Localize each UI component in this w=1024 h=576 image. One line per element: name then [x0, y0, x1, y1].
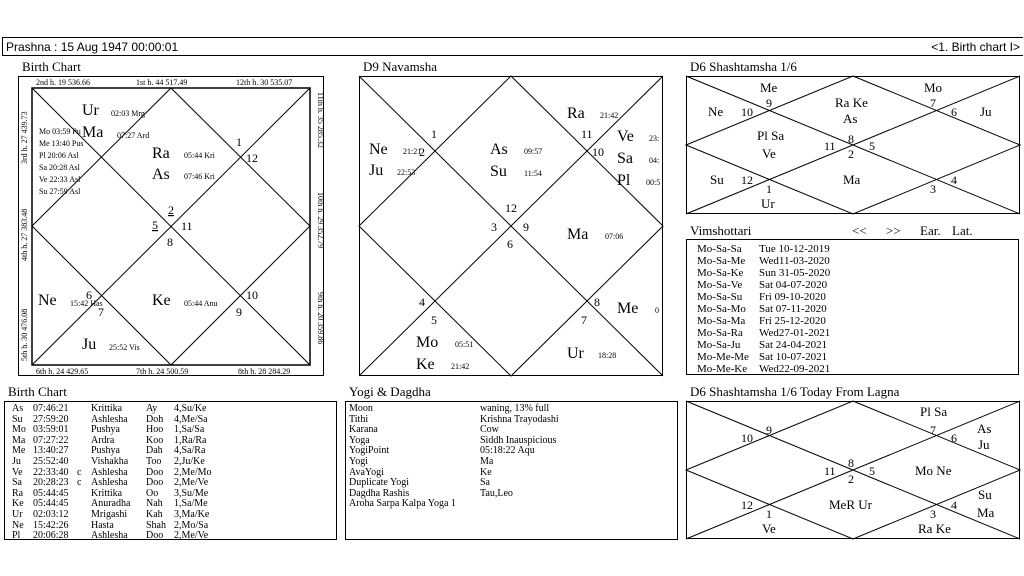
dasha-period: Mo-Sa-Su: [697, 291, 743, 303]
birth-chart-table[interactable]: [4, 401, 337, 540]
combust-cell: c: [77, 477, 82, 489]
d9-me-deg: 0: [655, 306, 659, 315]
degree-cell: 07:46:21: [33, 403, 69, 414]
combust-cell: [77, 425, 91, 436]
d6-su: Su: [710, 172, 724, 187]
syllable-cell: Koo: [146, 434, 164, 446]
degree-cell: 20:28:23: [33, 477, 69, 489]
planet-as: As: [152, 166, 170, 183]
yogi-key: Tithi: [349, 413, 369, 425]
d9-sign-7: 7: [581, 313, 587, 327]
edge-bottom-3: 8th h. 28 284.29: [238, 367, 291, 376]
edge-top-2: 1st h. 44 517.49: [136, 78, 188, 87]
d9-sign-8: 8: [594, 295, 600, 309]
d6-as: As: [843, 111, 858, 126]
nakshatra-cell: Krittika: [91, 487, 123, 499]
d6-sign-6: 6: [951, 105, 957, 119]
dasha-period: Mo-Me-Ke: [697, 363, 748, 375]
degree-cell: 13:40:27: [33, 445, 69, 457]
table-row: [349, 499, 677, 510]
combust-cell: [77, 521, 91, 532]
nakshatra-cell: Hasta: [91, 519, 114, 531]
planet-ne-deg: 15:42 Has: [70, 299, 103, 308]
pada-cell: 2,Me/Ve: [174, 530, 209, 542]
d6-ur: Ur: [761, 196, 775, 211]
d6t-rake: Ra Ke: [918, 521, 951, 536]
dasha-date: Fri 09-10-2020: [759, 291, 826, 303]
syllable-cell: Shah: [146, 519, 166, 531]
pada-cell: 4,Me/Sa: [174, 413, 208, 425]
d6-sign-3: 3: [930, 182, 936, 196]
planet-ju: Ju: [82, 336, 97, 353]
edge-left-3: 5th h. 30 476.08: [20, 308, 29, 361]
planet-cell: Me: [12, 445, 26, 457]
yogi-value: Ke: [480, 466, 492, 478]
planet-cell: Ne: [12, 519, 24, 531]
d6t-plsa: Pl Sa: [920, 404, 948, 419]
cluster-pl: Pl 20:06 Asl: [39, 151, 79, 160]
nakshatra-cell: Ashlesha: [91, 466, 128, 478]
d6t-sign-4: 4: [951, 498, 957, 512]
yogi-value: Ma: [480, 455, 494, 467]
yogi-key: Aroha Sarpa Kalpa Yoga 1: [349, 498, 456, 510]
dasha-date: Fri 25-12-2020: [759, 315, 826, 327]
vims-next-button[interactable]: >>: [886, 223, 901, 238]
pada-cell: 4,Su/Ke: [174, 403, 207, 414]
yogi-key: Yogi: [349, 455, 368, 467]
combust-cell: [77, 415, 91, 426]
d6-me: Me: [760, 80, 778, 95]
d6-sign-10: 10: [741, 105, 753, 119]
pada-cell: 2,Me/Mo: [174, 466, 212, 478]
d9-sign-3: 3: [491, 220, 497, 234]
pada-cell: 3,Ma/Ke: [174, 508, 210, 520]
list-item[interactable]: [697, 339, 1018, 351]
nakshatra-cell: Ardra: [91, 434, 115, 446]
d9-ra-deg: 21:42: [600, 111, 619, 120]
table-row[interactable]: [12, 457, 336, 468]
d6-ne: Ne: [708, 104, 724, 119]
dasha-period: Mo-Me-Me: [697, 351, 749, 363]
d9-ra: Ra: [567, 105, 585, 122]
yogi-dagdha-table[interactable]: [345, 401, 678, 540]
syllable-cell: Doo: [146, 530, 164, 542]
d9-su: Su: [490, 163, 507, 180]
list-item[interactable]: [697, 279, 1018, 291]
d6-mo: Mo: [924, 80, 943, 95]
d6-today-title: D6 Shashtamsha 1/6 Today From Lagna: [690, 384, 900, 399]
yogi-value: Sa: [480, 477, 490, 489]
sign-2: 2: [168, 203, 174, 217]
d6t-ma: Ma: [977, 505, 995, 520]
dasha-date: Tue 10-12-2019: [759, 243, 830, 255]
d9-sign-1: 1: [431, 127, 437, 141]
sign-6: 6: [86, 288, 92, 302]
d6t-sign-7: 7: [930, 423, 936, 437]
sign-11: 11: [181, 219, 193, 233]
dasha-period: Mo-Sa-Ju: [697, 339, 741, 351]
yogi-value: Tau,Leo: [480, 487, 513, 499]
planet-ur: Ur: [82, 102, 99, 119]
syllable-cell: Dah: [146, 445, 163, 457]
yogi-value: Krishna Trayodashi: [480, 413, 559, 425]
d6-sign-11: 11: [824, 139, 836, 153]
cluster-sa: Sa 20:28 Asl: [39, 163, 80, 172]
degree-cell: 05:44:45: [33, 487, 69, 499]
d6-sign-2: 2: [848, 147, 854, 161]
combust-cell: c: [77, 466, 82, 478]
syllable-cell: Kah: [146, 508, 163, 520]
pada-cell: 2,Me/Ve: [174, 477, 209, 489]
planet-ju-deg: 25:52 Vis: [109, 343, 140, 352]
nakshatra-cell: Pushya: [91, 424, 120, 436]
degree-cell: 22:33:40: [33, 466, 69, 478]
d6t-sign-2: 2: [848, 472, 854, 486]
pada-cell: 2,Mo/Sa: [174, 519, 209, 531]
dasha-date: Sat 24-04-2021: [759, 339, 828, 351]
syllable-cell: Ay: [146, 403, 158, 414]
d6-sign-12: 12: [741, 173, 753, 187]
d6t-sign-11: 11: [824, 464, 836, 478]
vims-prev-button[interactable]: <<: [852, 223, 867, 238]
d9-sign-12: 12: [505, 201, 517, 215]
dasha-date: Sat 07-11-2020: [759, 303, 827, 315]
table-row: [349, 404, 677, 415]
degree-cell: 27:59:20: [33, 413, 69, 425]
d6t-as: As: [977, 421, 992, 436]
dasha-date: Wed27-01-2021: [759, 327, 831, 339]
d6-today-chart[interactable]: [686, 401, 1020, 539]
dasha-period: Mo-Sa-Ke: [697, 267, 744, 279]
d9-sign-11: 11: [581, 127, 593, 141]
d9-mo-deg: 05:51: [455, 340, 474, 349]
d9-su-deg: 11:54: [524, 169, 542, 178]
yogi-key: Moon: [349, 403, 373, 414]
dasha-period: Mo-Sa-Sa: [697, 243, 742, 255]
d9-sign-2: 2: [419, 145, 425, 159]
d6t-sign-12: 12: [741, 498, 753, 512]
degree-cell: 20:06:28: [33, 530, 69, 542]
list-item[interactable]: [697, 267, 1018, 279]
d6t-merur: MeR Ur: [829, 497, 872, 512]
d9-pl: Pl: [617, 172, 631, 189]
d6t-sign-9: 9: [766, 423, 772, 437]
d9-sign-4: 4: [419, 295, 425, 309]
degree-cell: 15:42:26: [33, 519, 69, 531]
d6-ve: Ve: [762, 146, 776, 161]
table-row[interactable]: [12, 404, 336, 415]
d9-sign-9: 9: [523, 220, 529, 234]
list-item[interactable]: [697, 363, 1018, 375]
planet-ke: Ke: [152, 292, 171, 309]
yogi-value: 05:18:22 Aqu: [480, 445, 535, 457]
combust-cell: [77, 489, 91, 500]
syllable-cell: Doo: [146, 477, 164, 489]
combust-cell: [77, 457, 91, 468]
d6t-sign-6: 6: [951, 431, 957, 445]
d9-sa: Sa: [617, 150, 633, 167]
planet-cell: Ur: [12, 508, 23, 520]
yogi-key: Duplicate Yogi: [349, 477, 409, 489]
yogi-title: Yogi & Dagdha: [349, 384, 431, 399]
syllable-cell: Doh: [146, 413, 164, 425]
birth-chart-nav-button[interactable]: <1. Birth chart I>: [931, 40, 1020, 54]
birth-table-title: Birth Chart: [8, 384, 67, 399]
d6-sign-7: 7: [930, 96, 936, 110]
header-bar: [2, 37, 1023, 56]
yogi-value: Cow: [480, 424, 499, 436]
table-row[interactable]: [12, 531, 336, 542]
pada-cell: 1,Ra/Ra: [174, 434, 207, 446]
dasha-period: Mo-Sa-Ve: [697, 279, 743, 291]
d6-sign-1: 1: [766, 182, 772, 196]
syllable-cell: Nah: [146, 498, 163, 510]
d6-ma: Ma: [843, 172, 861, 187]
sign-9: 9: [236, 305, 242, 319]
planet-ke-deg: 05:44 Anu: [184, 299, 218, 308]
cluster-ve: Ve 22:33 Asl: [39, 175, 81, 184]
nakshatra-cell: Vishakha: [91, 455, 129, 467]
edge-top-3: 12th h. 30 535.07: [236, 78, 293, 87]
list-item[interactable]: [697, 327, 1018, 339]
vimshottari-list[interactable]: [686, 239, 1019, 375]
prashna-label: Prashna : 15 Aug 1947 00:00:01: [6, 40, 179, 54]
combust-cell: [77, 499, 91, 510]
dasha-date: Sun 31-05-2020: [759, 267, 831, 279]
d9-as: As: [490, 141, 508, 158]
combust-cell: [77, 446, 91, 457]
yogi-value: Siddh Inauspicious: [480, 434, 557, 446]
planet-ra-deg: 05:44 Kri: [184, 151, 215, 160]
sign-12: 12: [246, 151, 258, 165]
d9-ne-deg: 21:21: [403, 147, 422, 156]
edge-right-2: 10th h. 29 352.79: [316, 192, 325, 249]
syllable-cell: Hoo: [146, 424, 164, 436]
d9-pl-deg: 00:5: [646, 178, 661, 187]
d9-chart[interactable]: [359, 76, 663, 376]
pada-cell: 2,Ju/Ke: [174, 455, 205, 467]
d9-ke: Ke: [416, 356, 435, 373]
pada-cell: 3,Su/Me: [174, 487, 209, 499]
d6t-mone: Mo Ne: [915, 463, 952, 478]
table-row: [349, 446, 677, 457]
list-item[interactable]: [697, 303, 1018, 315]
planet-cell: Ke: [12, 498, 24, 510]
pada-cell: 4,Sa/Ra: [174, 445, 206, 457]
sign-7: 7: [98, 305, 104, 319]
d6t-sign-10: 10: [741, 431, 753, 445]
table-row: [349, 415, 677, 426]
birth-chart-panel[interactable]: [18, 76, 324, 376]
planet-cell: Mo: [12, 424, 26, 436]
d9-me: Me: [617, 300, 639, 317]
pada-cell: 1,Sa/Sa: [174, 424, 205, 436]
combust-cell: [77, 531, 91, 542]
table-row: [349, 457, 677, 468]
planet-cell: Ve: [12, 466, 23, 478]
d6-sign-8: 8: [848, 132, 854, 146]
sign-10: 10: [246, 288, 258, 302]
cluster-me: Me 13:40 Pus: [39, 139, 84, 148]
degree-cell: 25:52:40: [33, 455, 69, 467]
d6t-ve: Ve: [762, 521, 776, 536]
dasha-period: Mo-Sa-Ra: [697, 327, 743, 339]
d9-ke-deg: 21:42: [451, 362, 470, 371]
planet-ra: Ra: [152, 145, 170, 162]
dasha-date: Sat 10-07-2021: [759, 351, 828, 363]
planet-ne: Ne: [38, 292, 57, 309]
d6t-sign-1: 1: [766, 507, 772, 521]
degree-cell: 07:27:22: [33, 434, 69, 446]
d6-title: D6 Shashtamsha 1/6: [690, 59, 797, 74]
d6t-su: Su: [978, 487, 992, 502]
nakshatra-cell: Ashlesha: [91, 413, 128, 425]
yogi-key: YogiPoint: [349, 445, 390, 457]
vims-later-button[interactable]: Lat.: [952, 223, 973, 238]
planet-cell: Ra: [12, 487, 24, 499]
d9-title: D9 Navamsha: [363, 59, 438, 74]
edge-top-1: 2nd h. 19 536.66: [36, 78, 90, 87]
yogi-key: Yoga: [349, 434, 370, 446]
d6-chart[interactable]: [686, 76, 1020, 214]
d9-mo: Mo: [416, 334, 439, 351]
planet-cell: As: [12, 403, 24, 414]
combust-cell: [77, 404, 91, 415]
d9-ju: Ju: [369, 162, 384, 179]
d9-ve-deg: 23:: [649, 134, 660, 143]
d9-as-deg: 09:57: [524, 147, 543, 156]
birth-chart-title: Birth Chart: [22, 59, 81, 74]
d9-ur-deg: 18:28: [598, 351, 617, 360]
combust-cell: [77, 510, 91, 521]
planet-ur-deg: 02:03 Mrg: [111, 109, 145, 118]
degree-cell: 02:03:12: [33, 508, 69, 520]
planet-cell: Pl: [12, 530, 21, 542]
list-item[interactable]: [697, 351, 1018, 363]
list-item[interactable]: [697, 315, 1018, 327]
d6-rake: Ra Ke: [835, 95, 868, 110]
edge-right-3: 9th h. 20 359.86: [316, 292, 325, 345]
dasha-period: Mo-Sa-Mo: [697, 303, 746, 315]
list-item[interactable]: [697, 291, 1018, 303]
planet-as-deg: 07:46 Kri: [184, 172, 215, 181]
d9-ne: Ne: [369, 141, 388, 158]
vims-earlier-button[interactable]: Ear.: [920, 223, 941, 238]
d9-ma-deg: 07:06: [605, 232, 624, 241]
list-item[interactable]: [697, 243, 1018, 255]
yogi-key: Dagdha Rashis: [349, 487, 410, 499]
d6-sign-4: 4: [951, 173, 957, 187]
edge-left-1: 3rd h. 27 439.73: [20, 111, 29, 164]
d9-sign-10: 10: [592, 145, 604, 159]
sign-5: 5: [152, 218, 158, 232]
degree-cell: 05:44:45: [33, 498, 69, 510]
syllable-cell: Oo: [146, 487, 159, 499]
yogi-key: Karana: [349, 424, 378, 436]
cluster-su: Su 27:59 Asl: [39, 187, 81, 196]
combust-cell: [77, 436, 91, 447]
dasha-period: Mo-Sa-Me: [697, 255, 746, 267]
planet-cell: Ju: [12, 455, 21, 467]
dasha-date: Wed22-09-2021: [759, 363, 831, 375]
cluster-mo: Mo 03:59 Pu: [39, 127, 81, 136]
sign-1: 1: [236, 135, 242, 149]
d6t-sign-5: 5: [869, 464, 875, 478]
edge-bottom-2: 7th h. 24 500.59: [136, 367, 189, 376]
nakshatra-cell: Krittika: [91, 403, 123, 414]
dasha-date: Wed11-03-2020: [759, 255, 830, 267]
nakshatra-cell: Mrigashi: [91, 508, 128, 520]
d6-plsa: Pl Sa: [757, 128, 785, 143]
d6-sign-5: 5: [869, 139, 875, 153]
d9-ju-deg: 22:53: [397, 168, 416, 177]
sign-8: 8: [167, 235, 173, 249]
d9-ma: Ma: [567, 226, 589, 243]
planet-cell: Sa: [12, 477, 22, 489]
d9-sign-6: 6: [507, 237, 513, 251]
planet-ma: Ma: [82, 124, 104, 141]
d9-ve: Ve: [617, 128, 634, 145]
d6-sign-9: 9: [766, 96, 772, 110]
d9-sa-deg: 04:: [649, 156, 660, 165]
pada-cell: 1,Sa/Me: [174, 498, 208, 510]
table-row[interactable]: [12, 510, 336, 521]
degree-cell: 03:59:01: [33, 424, 69, 436]
dasha-period: Mo-Sa-Ma: [697, 315, 746, 327]
d9-sign-5: 5: [431, 313, 437, 327]
yogi-key: AvaYogi: [349, 466, 384, 478]
list-item[interactable]: [697, 255, 1018, 267]
planet-cell: Su: [12, 413, 23, 425]
nakshatra-cell: Ashlesha: [91, 530, 128, 542]
d6-ju: Ju: [980, 104, 992, 119]
planet-cell: Ma: [12, 434, 26, 446]
edge-left-2: 4th h. 27 383.48: [20, 208, 29, 261]
d6t-sign-8: 8: [848, 456, 854, 470]
yogi-value: waning, 13% full: [480, 403, 550, 414]
d9-ur: Ur: [567, 345, 584, 362]
planet-ma-deg: 07:27 Ard: [117, 131, 150, 140]
nakshatra-cell: Pushya: [91, 445, 120, 457]
d6t-ju: Ju: [978, 437, 990, 452]
nakshatra-cell: Anuradha: [91, 498, 131, 510]
edge-right-1: 11th h. 35 285.32: [316, 92, 325, 148]
nakshatra-cell: Ashlesha: [91, 477, 128, 489]
syllable-cell: Doo: [146, 466, 164, 478]
d6t-sign-3: 3: [930, 507, 936, 521]
vimshottari-title: Vimshottari: [690, 223, 752, 238]
edge-bottom-1: 6th h. 24 429.65: [36, 367, 89, 376]
syllable-cell: Too: [146, 455, 162, 467]
dasha-date: Sat 04-07-2020: [759, 279, 828, 291]
